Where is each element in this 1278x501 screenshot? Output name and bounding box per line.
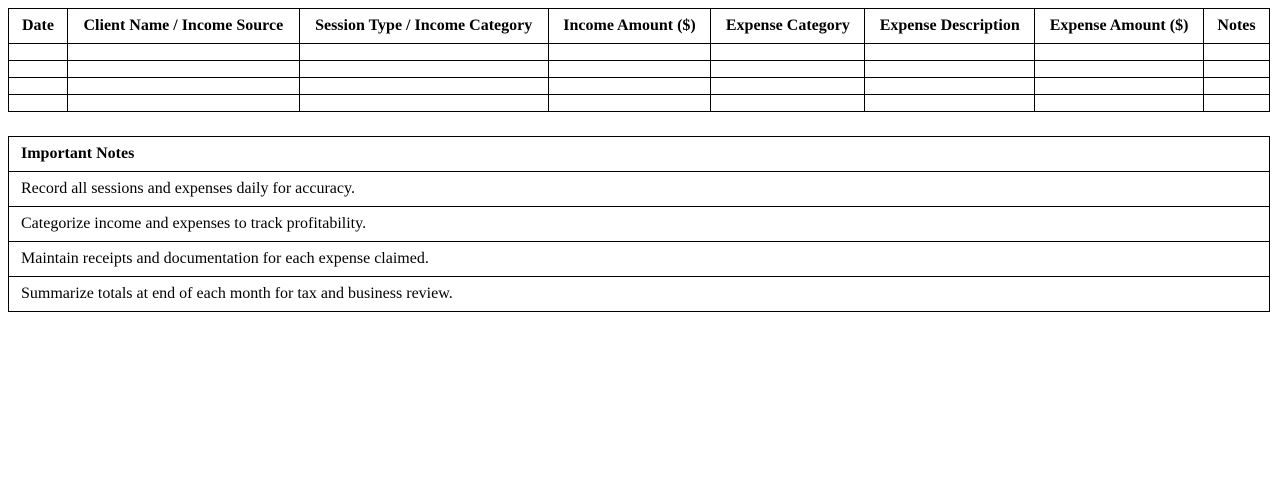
table-cell[interactable]: [548, 61, 711, 78]
table-cell[interactable]: [1204, 61, 1270, 78]
column-header-client-name: Client Name / Income Source: [67, 9, 299, 44]
table-cell[interactable]: [299, 61, 548, 78]
table-cell[interactable]: [865, 78, 1035, 95]
column-header-expense-category: Expense Category: [711, 9, 865, 44]
note-row: [9, 277, 1270, 312]
table-cell[interactable]: [1204, 78, 1270, 95]
note-item: Summarize totals at end of each month for tax and business review.: [9, 277, 1270, 312]
table-cell[interactable]: [9, 61, 68, 78]
table-row: [9, 95, 1270, 112]
table-cell[interactable]: [9, 78, 68, 95]
table-cell[interactable]: [711, 95, 865, 112]
table-cell[interactable]: [548, 95, 711, 112]
table-row: [9, 61, 1270, 78]
income-expense-table: [8, 8, 1270, 112]
table-cell[interactable]: [711, 61, 865, 78]
note-row: [9, 242, 1270, 277]
table-cell[interactable]: [1035, 78, 1204, 95]
column-header-expense-description: Expense Description: [865, 9, 1035, 44]
note-row: [9, 172, 1270, 207]
table-cell[interactable]: [865, 61, 1035, 78]
table-row: [9, 44, 1270, 61]
column-header-notes: Notes: [1204, 9, 1270, 44]
table-cell[interactable]: [865, 44, 1035, 61]
table-cell[interactable]: [299, 95, 548, 112]
note-row: [9, 207, 1270, 242]
table-cell[interactable]: [299, 78, 548, 95]
note-item: Maintain receipts and documentation for each expense claimed.: [9, 242, 1270, 277]
table-cell[interactable]: [1204, 95, 1270, 112]
table-cell[interactable]: [9, 95, 68, 112]
table-cell[interactable]: [711, 44, 865, 61]
notes-title-row: [9, 137, 1270, 172]
table-cell[interactable]: [1035, 95, 1204, 112]
table-cell[interactable]: [299, 44, 548, 61]
table-cell[interactable]: [1204, 44, 1270, 61]
column-header-income-amount: Income Amount ($): [548, 9, 711, 44]
table-cell[interactable]: [711, 78, 865, 95]
table-cell[interactable]: [865, 95, 1035, 112]
table-row: [9, 78, 1270, 95]
table-cell[interactable]: [9, 44, 68, 61]
note-item: Categorize income and expenses to track profitability.: [9, 207, 1270, 242]
table-cell[interactable]: [67, 78, 299, 95]
table-cell[interactable]: [548, 78, 711, 95]
important-notes-table: [8, 136, 1270, 312]
table-cell[interactable]: [67, 95, 299, 112]
table-cell[interactable]: [67, 61, 299, 78]
table-cell[interactable]: [548, 44, 711, 61]
notes-title: Important Notes: [9, 137, 1270, 172]
column-header-date: Date: [9, 9, 68, 44]
column-header-expense-amount: Expense Amount ($): [1035, 9, 1204, 44]
table-cell[interactable]: [67, 44, 299, 61]
table-cell[interactable]: [1035, 61, 1204, 78]
note-item: Record all sessions and expenses daily for accuracy.: [9, 172, 1270, 207]
table-cell[interactable]: [1035, 44, 1204, 61]
table-header-row: [9, 9, 1270, 44]
column-header-session-type: Session Type / Income Category: [299, 9, 548, 44]
